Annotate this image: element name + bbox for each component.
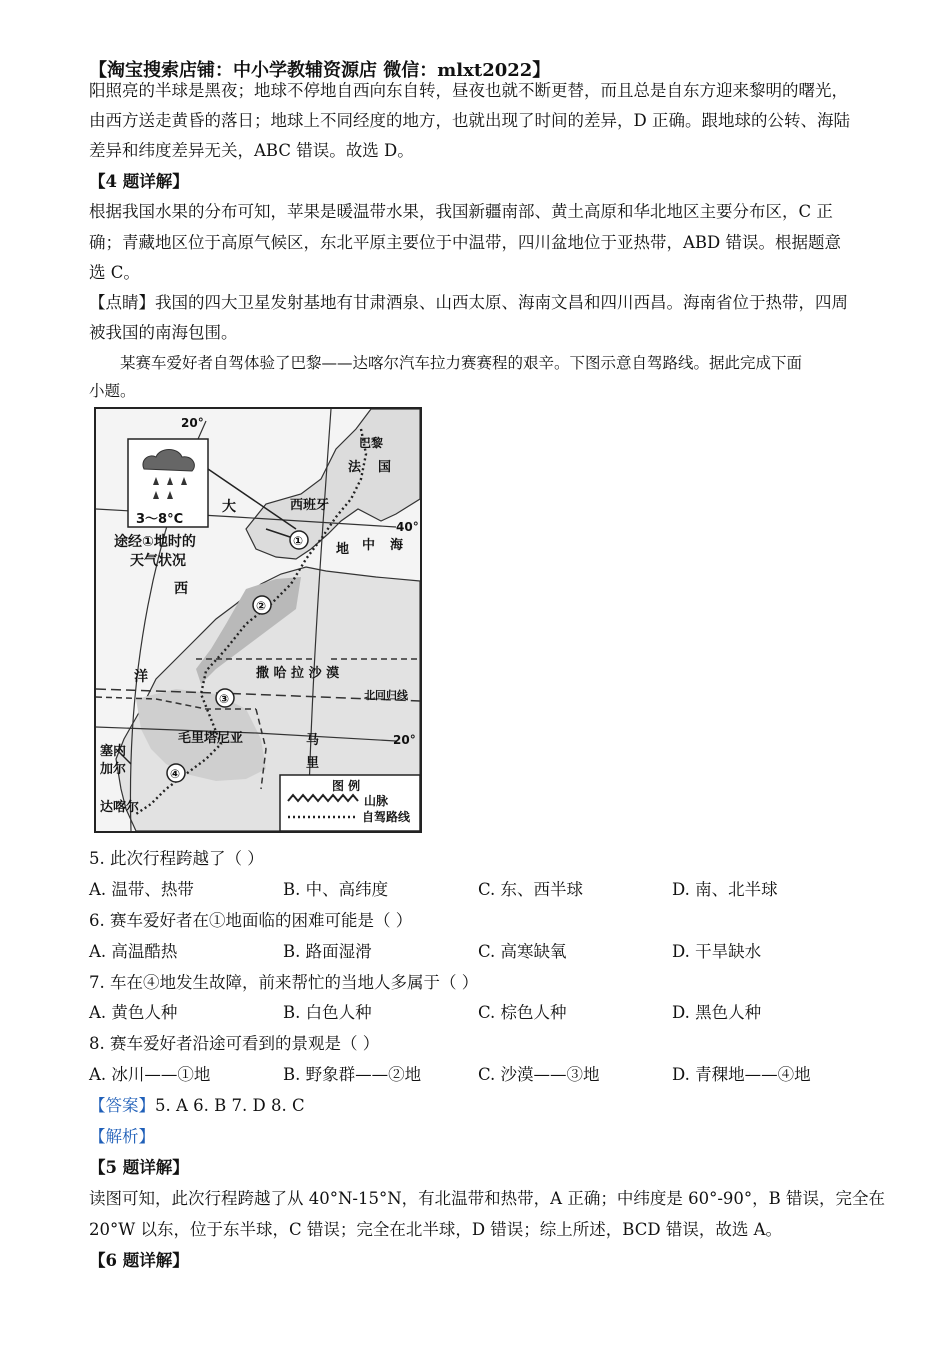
lat-40-label: 40°	[396, 520, 419, 534]
q8-option-a: A. 冰川——①地	[89, 1065, 211, 1084]
route-map	[94, 407, 422, 833]
spain-label: 西班牙	[290, 498, 330, 513]
med-label-3: 海	[390, 538, 404, 553]
point-2-label: ②	[256, 599, 267, 613]
q5-line-2: 20°W 以东，位于东半球，C 错误；完全在北半球，D 错误；综上所述，BCD 错误，故选 A。	[89, 1220, 782, 1239]
answer-line	[89, 1091, 864, 1121]
q6-detail-title: 【6 题详解】	[89, 1251, 189, 1270]
legend-mountain-label: 山脉	[364, 794, 389, 808]
point-4-label: ④	[170, 767, 181, 781]
france-label-2: 国	[378, 460, 392, 475]
atlantic-label-1: 大	[222, 499, 236, 515]
weather-caption-1: 途经①地时的	[114, 534, 196, 550]
point-1-label: ①	[293, 534, 304, 548]
tropic-label: 北回归线	[364, 689, 408, 702]
tip-line-2: 被我国的南海包围。	[89, 323, 238, 342]
q5-option-d: D. 南、北半球	[672, 880, 778, 899]
weather-temp-label: 3～8°C	[136, 512, 184, 527]
weather-caption-2: 天气状况	[130, 553, 186, 569]
q6-option-c: C. 高寒缺氧	[478, 942, 567, 961]
dakar-label: 达喀尔	[100, 800, 140, 815]
stem-line-1: 某赛车爱好者自驾体验了巴黎——达喀尔汽车拉力赛赛程的艰辛。下图示意自驾路线。据此完成下面	[120, 354, 803, 372]
q7-option-b: B. 白色人种	[283, 1003, 372, 1022]
q8-option-d: D. 青稞地——④地	[672, 1065, 811, 1084]
q6-option-a: A. 高温酷热	[89, 942, 178, 961]
q5-detail-title: 【5 题详解】	[89, 1158, 189, 1177]
q6-option-b: B. 路面湿滑	[283, 942, 372, 961]
question-6-stem: 6. 赛车爱好者在①地面临的困难可能是（ ）	[89, 911, 413, 930]
atlantic-label-2: 西	[174, 581, 188, 597]
route-map-svg	[96, 409, 420, 831]
q6-option-d: D. 干旱缺水	[672, 942, 762, 961]
q7-option-a: A. 黄色人种	[89, 1003, 178, 1022]
europe-land	[246, 409, 420, 559]
senegal-label-2: 加尔	[100, 762, 127, 777]
lon-20-label: 20°	[181, 416, 204, 430]
question-8-stem: 8. 赛车爱好者沿途可看到的景观是（ ）	[89, 1034, 380, 1053]
legend-route-label: 自驾路线	[362, 810, 411, 824]
question-7-stem: 7. 车在④地发生故障，前来帮忙的当地人多属于（ ）	[89, 973, 479, 992]
q7-option-c: C. 棕色人种	[478, 1003, 567, 1022]
q4-line-3: 选 C。	[89, 263, 140, 282]
intro-line-2: 由西方送走黄昏的落日；地球上不同经度的地方，也就出现了时间的差异，D 正确。跟地球的公转、海陆	[89, 111, 850, 130]
q4-line-2: 确；青藏地区位于高原气候区，东北平原主要位于中温带，四川盆地位于亚热带，ABD 错误。根据题意	[89, 233, 842, 252]
mauritania-label: 毛里塔尼亚	[178, 731, 244, 746]
header-banner: 【淘宝搜索店铺：中小学教辅资源店 微信：mlxt2022】	[89, 60, 551, 81]
q5-option-b: B. 中、高纬度	[283, 880, 389, 899]
question-5-stem: 5. 此次行程跨越了（ ）	[89, 849, 264, 868]
q5-line-1: 读图可知，此次行程跨越了从 40°N-15°N，有北温带和热带，A 正确；中纬度是 60°-90°，B 错误，完全在	[89, 1189, 886, 1208]
senegal-label-1: 塞内	[100, 744, 127, 759]
q5-option-a: A. 温带、热带	[89, 880, 194, 899]
q4-line-1: 根据我国水果的分布可知，苹果是暖温带水果，我国新疆南部、黄土高原和华北地区主要分布区，C 正	[89, 202, 833, 221]
intro-line-1: 阳照亮的半球是黑夜；地球不停地自西向东自转，昼夜也就不断更替，而且总是自东方迎来黎明的曙光，	[89, 81, 848, 100]
tip-line-1: 【点睛】我国的四大卫星发射基地有甘肃酒泉、山西太原、海南文昌和四川西昌。海南省位于热带，四周	[89, 293, 848, 312]
intro-line-3: 差异和纬度差异无关，ABC 错误。故选 D。	[89, 141, 414, 160]
point-3-label: ③	[219, 692, 230, 706]
q8-option-b: B. 野象群——②地	[283, 1065, 422, 1084]
q8-option-c: C. 沙漠——③地	[478, 1065, 600, 1084]
mali-label-1: 马	[306, 733, 320, 748]
atlantic-label-3: 洋	[134, 669, 148, 685]
med-label-2: 中	[362, 538, 376, 553]
mali-label-2: 里	[306, 756, 320, 771]
lat-20-label: 20°	[393, 733, 416, 747]
paris-label: 巴黎	[359, 436, 384, 450]
analysis-label: 【解析】	[89, 1127, 155, 1146]
sahara-label: 撒 哈 拉 沙 漠	[256, 666, 340, 681]
med-label-1: 地	[336, 542, 350, 557]
q7-option-d: D. 黑色人种	[672, 1003, 762, 1022]
stem-line-2: 小题。	[89, 382, 136, 400]
france-label-1: 法	[348, 460, 362, 475]
answer-label: 【答案】	[89, 1096, 155, 1115]
answer-text: 5. A 6. B 7. D 8. C	[155, 1096, 305, 1115]
legend-title: 图 例	[332, 779, 361, 793]
q5-option-c: C. 东、西半球	[478, 880, 584, 899]
q4-detail-title: 【4 题详解】	[89, 172, 189, 191]
